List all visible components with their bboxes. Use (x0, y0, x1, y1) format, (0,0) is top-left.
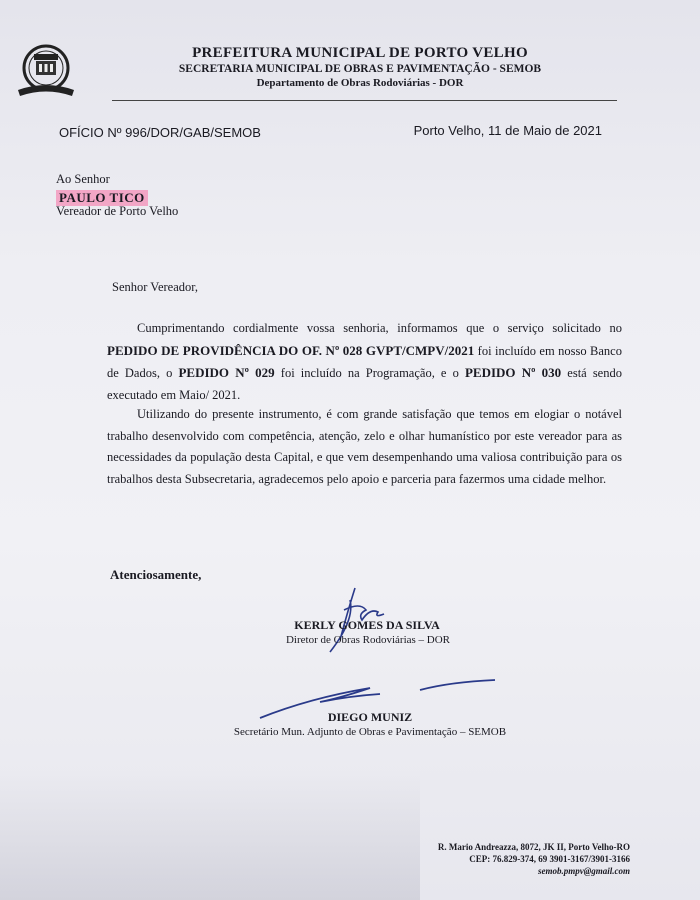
recipient-salutation: Ao Senhor (56, 172, 110, 186)
document-date: Porto Velho, 11 de Maio de 2021 (413, 123, 602, 138)
municipal-crest-logo-icon (14, 40, 78, 104)
p1-text-1: foi incluído em nosso Banco de Dados, o (107, 343, 622, 380)
p1-pedido-030: PEDIDO Nº 030 (464, 365, 562, 380)
p1-text-2: foi incluído na Programação, e o (274, 366, 465, 380)
header-divider (112, 100, 617, 101)
footer-address: R. Mario Andreazza, 8072, JK II, Porto Velho-RO (437, 842, 630, 852)
closing: Atenciosamente, (110, 567, 202, 582)
p1-text-3: está sendo executado em Maio/ 2021. (107, 366, 622, 402)
oficio-number: OFÍCIO Nº 996/DOR/GAB/SEMOB (59, 125, 261, 140)
body-paragraph-2 (107, 404, 622, 490)
greeting: Senhor Vereador, (112, 280, 199, 294)
p1-pedido-029: PEDIDO Nº 029 (178, 365, 275, 380)
recipient-name: PAULO TICO (56, 190, 148, 206)
p1-intro: Cumprimentando cordialmente vossa senhoria, informamos que o serviço solicitado no (137, 321, 622, 335)
footer-contact: CEP: 76.829-374, 69 3901-3167/3901-3166 (469, 854, 630, 864)
p2-text: Utilizando do presente instrumento, é com grande satisfação que temos em elogiar o notável trabalho desenvolvido com competência, atenção, zelo e olhar humanístico por este vereador para as necessidades da população desta Capital, e que vem desempenhando uma valiosa contribuição para os trabalhos desta Subsecretaria, agradecemos pelo apoio e parceria para fazermos uma cidade melhor. (107, 407, 622, 486)
signature-1-name: KERLY GOMES DA SILVA (294, 618, 440, 632)
recipient-role: Vereador de Porto Velho (56, 204, 179, 218)
p1-pedido-providencia: PEDIDO DE PROVIDÊNCIA DO OF. Nº 028 GVPT/CMPV/2021 (107, 342, 475, 358)
footer-email: semob.pmpv@gmail.com (538, 866, 630, 876)
header-departamento: Departamento de Obras Rodoviárias - DOR (256, 77, 464, 89)
header-title: PREFEITURA MUNICIPAL DE PORTO VELHO (192, 45, 528, 61)
body-paragraph-1 (107, 318, 622, 406)
signature-1-role: Diretor de Obras Rodoviárias – DOR (285, 634, 451, 646)
page-shadow (0, 770, 420, 900)
signature-2-role: Secretário Mun. Adjunto de Obras e Pavimentação – SEMOB (233, 726, 507, 738)
signature-2-name: DIEGO MUNIZ (327, 710, 413, 724)
header-secretaria: SECRETARIA MUNICIPAL DE OBRAS E PAVIMENTAÇÃO - SEMOB (178, 63, 542, 75)
